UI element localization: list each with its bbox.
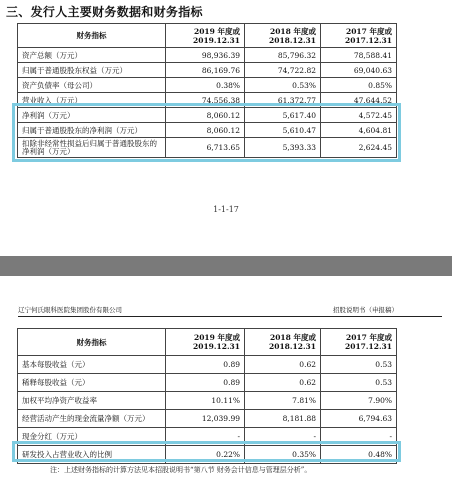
cell-value: 85,796.32 [245,48,321,63]
cell-value: 8,181.88 [245,410,321,428]
column-header-year: 2019 年度或 2019.12.31 [166,24,245,48]
column-header-metric: 财务指标 [18,329,166,356]
cell-value: 0.89 [166,356,245,374]
cell-value: - [321,428,397,446]
cell-value: 47,644.52 [321,93,397,108]
cell-value: 69,040.63 [321,63,397,78]
column-header-year: 2017 年度或 2017.12.31 [321,24,397,48]
table-row [18,63,397,78]
column-header-metric: 财务指标 [18,24,166,48]
table-row [18,356,397,374]
column-header-year: 2019 年度或 2019.12.31 [166,329,245,356]
cell-value: 0.38% [166,78,245,93]
row-label: 扣除非经常性损益后归属于普通股股东的净利润（万元） [18,138,166,158]
table-row [18,410,397,428]
row-label: 加权平均净资产收益率 [18,392,166,410]
financial-table-1 [17,23,397,158]
table-row [18,138,397,158]
cell-value: 8,060.12 [166,108,245,123]
cell-value: 0.85% [321,78,397,93]
table-row [18,123,397,138]
cell-value: 5,393.33 [245,138,321,158]
cell-value: 0.53% [245,78,321,93]
page-gap [0,256,452,276]
section-title: 三、发行人主要财务数据和财务指标 [6,5,203,19]
document-page-2 [0,276,452,477]
header-rule [18,316,442,317]
cell-value: - [245,428,321,446]
cell-value: 61,372.77 [245,93,321,108]
cell-value: 10.11% [166,392,245,410]
row-label: 现金分红（万元） [18,428,166,446]
cell-value: 0.62 [245,374,321,392]
column-header-year: 2018 年度或 2018.12.31 [245,329,321,356]
cell-value: 74,722.82 [245,63,321,78]
row-label: 资产总额（万元） [18,48,166,63]
cell-value: 0.35% [245,446,321,464]
table-row [18,374,397,392]
cell-value: 0.89 [166,374,245,392]
cell-value: 5,610.47 [245,123,321,138]
row-label: 基本每股收益（元） [18,356,166,374]
company-header: 辽宁何氏眼科医院集团股份有限公司 [18,306,122,314]
row-label: 经营活动产生的现金流量净额（万元） [18,410,166,428]
cell-value: 5,617.40 [245,108,321,123]
cell-value: - [166,428,245,446]
table-row [18,93,397,108]
cell-value: 6,794.63 [321,410,397,428]
column-header-year: 2017 年度或 2017.12.31 [321,329,397,356]
cell-value: 7.90% [321,392,397,410]
financial-table-2 [17,328,397,464]
table-row [18,428,397,446]
cell-value: 4,604.81 [321,123,397,138]
cell-value: 4,572.45 [321,108,397,123]
row-label: 资产负债率（母公司） [18,78,166,93]
cell-value: 0.22% [166,446,245,464]
table-row [18,446,397,464]
cell-value: 6,713.65 [166,138,245,158]
cell-value: 12,039.99 [166,410,245,428]
page-number: 1-1-17 [213,205,239,214]
cell-value: 7.81% [245,392,321,410]
row-label: 研发投入占营业收入的比例 [18,446,166,464]
row-label: 归属于普通股股东权益（万元） [18,63,166,78]
row-label: 稀释每股收益（元） [18,374,166,392]
row-label: 营业收入（万元） [18,93,166,108]
cell-value: 0.48% [321,446,397,464]
table-row [18,78,397,93]
cell-value: 78,588.41 [321,48,397,63]
document-type-header: 招股说明书（申报稿） [333,306,398,314]
row-label: 归属于普通股股东的净利润（万元） [18,123,166,138]
column-header-year: 2018 年度或 2018.12.31 [245,24,321,48]
footnote: 注：上述财务指标的计算方法见本招股说明书“第八节 财务会计信息与管理层分析”。 [50,466,312,474]
cell-value: 0.53 [321,356,397,374]
cell-value: 0.62 [245,356,321,374]
cell-value: 86,169.76 [166,63,245,78]
cell-value: 74,556.38 [166,93,245,108]
table-row [18,392,397,410]
cell-value: 98,936.39 [166,48,245,63]
cell-value: 8,060.12 [166,123,245,138]
cell-value: 2,624.45 [321,138,397,158]
cell-value: 0.53 [321,374,397,392]
row-label: 净利润（万元） [18,108,166,123]
table-row [18,48,397,63]
table-row [18,108,397,123]
